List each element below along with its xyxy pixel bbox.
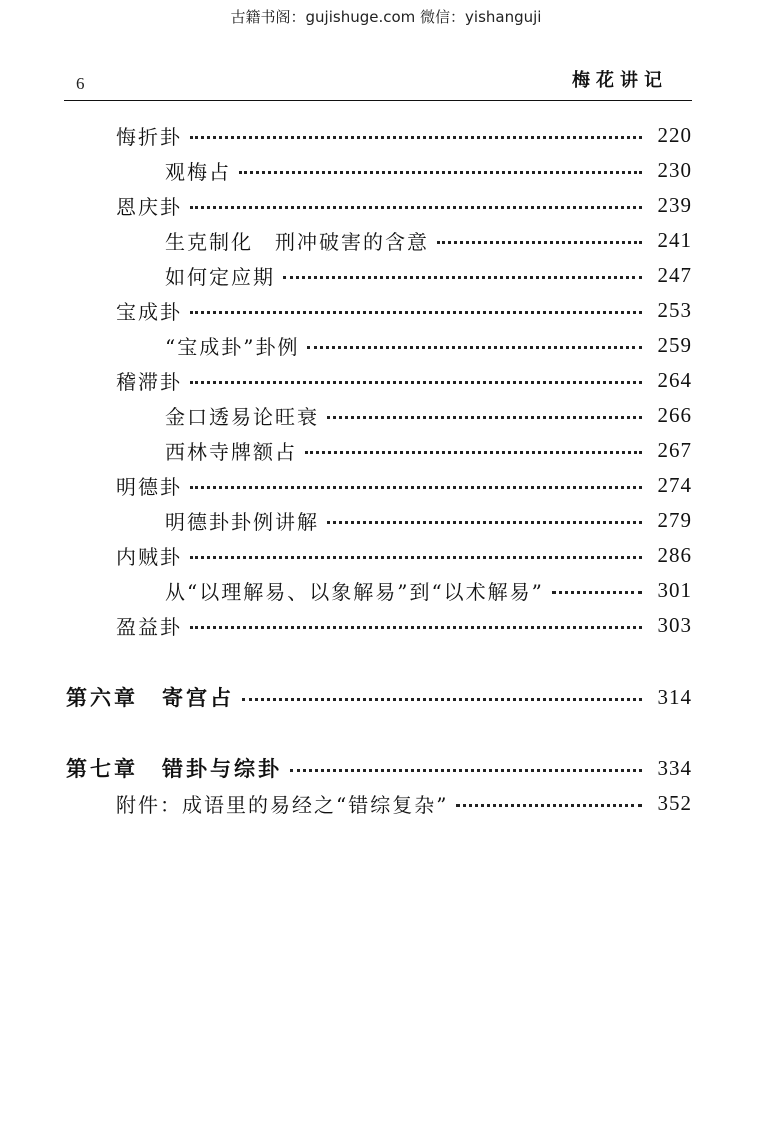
toc-chapter-entry[interactable]: [66, 682, 692, 712]
toc-chapter-entry[interactable]: [66, 753, 692, 783]
toc-entry-page: 239: [657, 192, 692, 217]
toc-entry-page: 279: [657, 507, 692, 532]
toc-entry-title: “宝成卦”卦例: [165, 334, 300, 359]
toc-entry-title: 内贼卦: [116, 544, 182, 569]
toc-entry-page: 274: [657, 472, 692, 497]
toc-entry-page: 352: [657, 790, 692, 815]
page-number: 6: [76, 74, 85, 93]
dot-leader: [327, 416, 642, 419]
dot-leader: [190, 486, 642, 489]
toc-entry-page: 286: [657, 542, 692, 567]
toc-entry[interactable]: [116, 365, 692, 395]
dot-leader: [190, 381, 642, 384]
toc-entry[interactable]: [165, 225, 692, 255]
dot-leader: [190, 626, 642, 629]
toc-entry-title: 附件：成语里的易经之“错综复杂”: [116, 792, 449, 817]
toc-entry[interactable]: [165, 260, 692, 290]
toc-entry-page: 334: [657, 755, 692, 780]
dot-leader: [290, 769, 642, 772]
book-title: 梅花讲记: [572, 70, 668, 91]
toc-entry[interactable]: [116, 610, 692, 640]
toc-entry-page: 247: [657, 262, 692, 287]
dot-leader: [307, 346, 642, 349]
toc-entry[interactable]: [165, 435, 692, 465]
toc-entry-title: 从“以理解易、以象解易”到“以术解易”: [165, 579, 544, 604]
toc-chapter-title: 第六章 寄宫占: [66, 686, 234, 710]
toc-entry-page: 303: [657, 612, 692, 637]
toc-entry[interactable]: [116, 120, 692, 150]
toc-entry-page: 230: [657, 157, 692, 182]
toc-entry[interactable]: [165, 575, 692, 605]
toc-entry-title: 明德卦: [116, 474, 182, 499]
toc-entry-title: 恩庆卦: [116, 194, 182, 219]
dot-leader: [437, 241, 642, 244]
dot-leader: [242, 698, 642, 701]
toc-entry-page: 301: [657, 577, 692, 602]
dot-leader: [456, 804, 642, 807]
dot-leader: [190, 311, 642, 314]
toc-entry-title: 如何定应期: [165, 264, 275, 289]
toc-entry-title: 观梅占: [165, 159, 231, 184]
toc-entry[interactable]: [116, 470, 692, 500]
toc-entry-page: 241: [657, 227, 692, 252]
toc-entry-page: 253: [657, 297, 692, 322]
toc-entry-title: 盈益卦: [116, 614, 182, 639]
toc-entry[interactable]: [165, 505, 692, 535]
toc-entry[interactable]: [165, 155, 692, 185]
toc-entry[interactable]: [116, 295, 692, 325]
dot-leader: [239, 171, 642, 174]
toc-entry[interactable]: [116, 788, 692, 818]
dot-leader: [327, 521, 642, 524]
dot-leader: [190, 206, 642, 209]
toc-entry-title: 稽滞卦: [116, 369, 182, 394]
toc-entry-page: 220: [657, 122, 692, 147]
toc-entry-title: 西林寺牌额占: [165, 439, 297, 464]
dot-leader: [283, 276, 642, 279]
toc-chapter-title: 第七章 错卦与综卦: [66, 757, 282, 781]
toc-entry-page: 264: [657, 367, 692, 392]
toc-entry-page: 259: [657, 332, 692, 357]
dot-leader: [190, 556, 642, 559]
dot-leader: [305, 451, 642, 454]
toc-entry[interactable]: [116, 540, 692, 570]
toc-entry-page: 314: [657, 684, 692, 709]
header-rule: [64, 100, 692, 101]
toc-entry-title: 宝成卦: [116, 299, 182, 324]
toc-entry-page: 266: [657, 402, 692, 427]
toc-entry-title: 悔折卦: [116, 124, 182, 149]
toc-entry[interactable]: [165, 400, 692, 430]
toc-entry-page: 267: [657, 437, 692, 462]
toc-entry-title: 生克制化 刑冲破害的含意: [165, 229, 429, 254]
dot-leader: [552, 591, 642, 594]
dot-leader: [190, 136, 642, 139]
toc-entry-title: 明德卦卦例讲解: [165, 509, 319, 534]
toc-entry-title: 金口透易论旺衰: [165, 404, 319, 429]
toc-entry[interactable]: [165, 330, 692, 360]
toc-entry[interactable]: [116, 190, 692, 220]
watermark: 古籍书阁：gujishuge.com 微信：yishanguji: [230, 8, 542, 26]
